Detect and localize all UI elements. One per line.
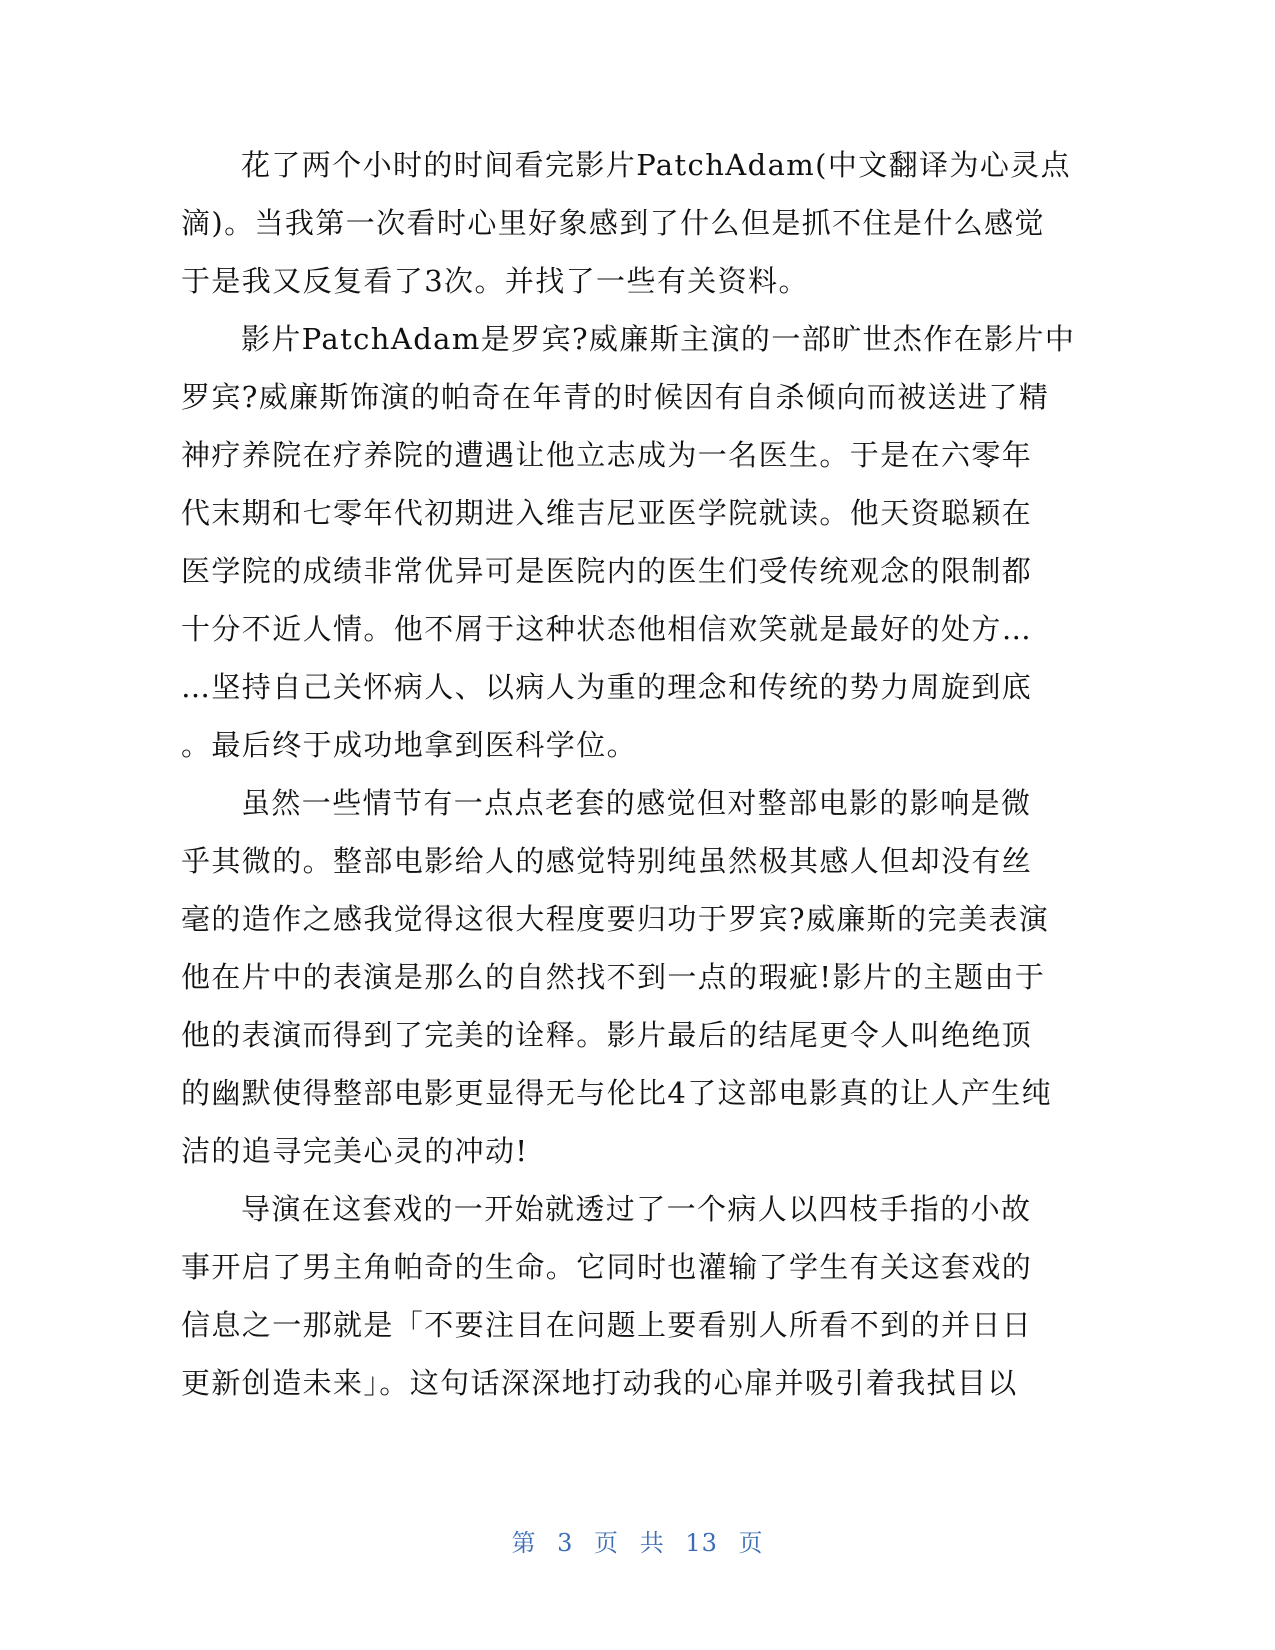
footer-word-gong: 共 (639, 1529, 665, 1557)
text-line: 十分不近人情。他不屑于这种状态他相信欢笑就是最好的处方… (181, 612, 1033, 646)
page-footer (0, 1528, 1275, 1558)
text-line: 代末期和七零年代初期进入维吉尼亚医学院就读。他天资聪颖在 (181, 496, 1033, 530)
paragraph-2 (181, 310, 1076, 774)
text-line: 神疗养院在疗养院的遭遇让他立志成为一名医生。于是在六零年 (181, 438, 1033, 472)
text-line: 毫的造作之感我觉得这很大程度要归功于罗宾?威廉斯的完美表演 (181, 902, 1050, 936)
text-line: 罗宾?威廉斯饰演的帕奇在年青的时候因有自杀倾向而被送进了精 (181, 380, 1050, 414)
text-line: 洁的追寻完美心灵的冲动! (181, 1134, 529, 1168)
text-line: 事开启了男主角帕奇的生命。它同时也灌输了学生有关这套戏的 (181, 1250, 1033, 1284)
text-line: 虽然一些情节有一点点老套的感觉但对整部电影的影响是微 (241, 786, 1032, 820)
paragraph-4 (181, 1180, 1041, 1412)
text-line: 滴)。当我第一次看时心里好象感到了什么但是抓不住是什么感觉 (181, 206, 1045, 240)
text-line: 影片PatchAdam是罗宾?威廉斯主演的一部旷世杰作在影片中 (241, 322, 1076, 356)
paragraph-3 (181, 774, 1053, 1180)
text-line: 信息之一那就是「不要注目在问题上要看别人所看不到的并日日 (181, 1308, 1033, 1342)
text-line: 导演在这套戏的一开始就透过了一个病人以四枝手指的小故 (241, 1192, 1032, 1226)
text-line: 于是我又反复看了3次。并找了一些有关资料。 (181, 264, 809, 298)
text-line: 花了两个小时的时间看完影片PatchAdam(中文翻译为心灵点 (241, 148, 1072, 182)
text-line: 更新创造未来」。这句话深深地打动我的心扉并吸引着我拭目以 (181, 1366, 1018, 1400)
text-line: 医学院的成绩非常优异可是医院内的医生们受传统观念的限制都 (181, 554, 1033, 588)
text-line: 。最后终于成功地拿到医科学位。 (181, 728, 638, 762)
text-line: 他在片中的表演是那么的自然找不到一点的瑕疵!影片的主题由于 (181, 960, 1046, 994)
current-page-number: 3 (557, 1529, 574, 1557)
text-line: 他的表演而得到了完美的诠释。影片最后的结尾更令人叫绝绝顶 (181, 1018, 1033, 1052)
footer-word-ye: 页 (594, 1529, 620, 1557)
footer-word-ye-2: 页 (738, 1529, 764, 1557)
paragraph-1 (181, 136, 1072, 310)
total-page-count: 13 (685, 1529, 718, 1557)
footer-word-di: 第 (511, 1529, 537, 1557)
text-line: …坚持自己关怀病人、以病人为重的理念和传统的势力周旋到底 (181, 670, 1033, 704)
text-line: 的幽默使得整部电影更显得无与伦比4了这部电影真的让人产生纯 (181, 1076, 1053, 1110)
text-line: 乎其微的。整部电影给人的感觉特别纯虽然极其感人但却没有丝 (181, 844, 1033, 878)
document-body (181, 136, 1076, 1412)
